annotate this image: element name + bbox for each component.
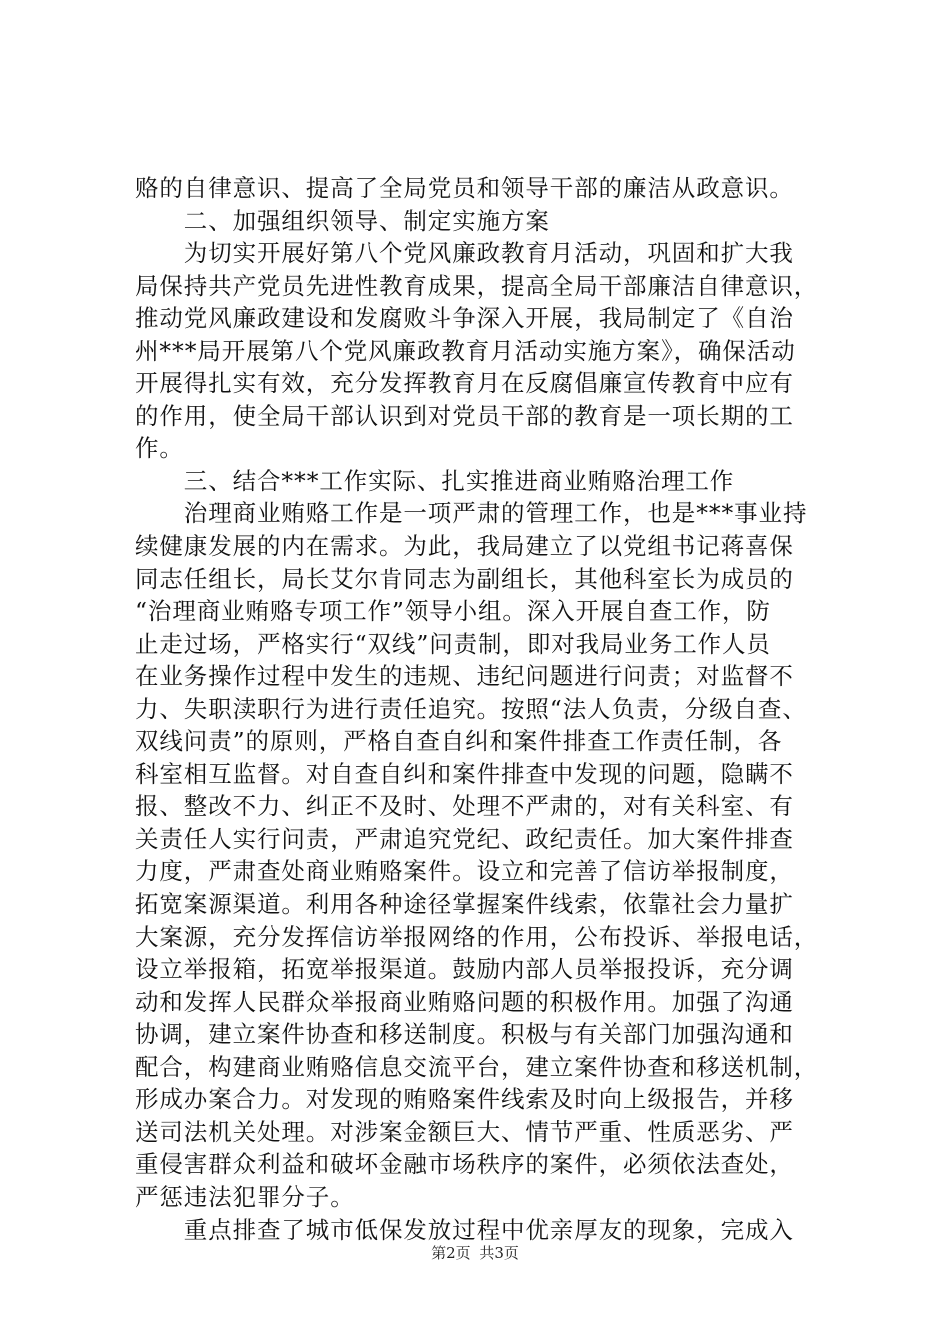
text-line: 形成办案合力。对发现的贿赂案件线索及时向上级报告，并移 <box>135 1085 794 1114</box>
text-line: 在业务操作过程中发生的违规、违纪问题进行问责；对监督不 <box>135 662 794 691</box>
text-line: 推动党风廉政建设和发腐败斗争深入开展，我局制定了《自治 <box>135 304 794 333</box>
document-body <box>135 172 855 1246</box>
text-line: 局保持共产党员先进性教育成果，提高全局干部廉洁自律意识， <box>135 271 819 300</box>
text-line: 赂的自律意识、提高了全局党员和领导干部的廉洁从政意识。 <box>135 174 794 202</box>
text-line: 关责任人实行问责，严肃追究党纪、政纪责任。加大案件排查 <box>135 824 794 853</box>
text-line: 的作用，使全局干部认识到对党员干部的教育是一项长期的工 <box>135 401 794 430</box>
text-line: 双线问责”的原则，严格自查自纠和案件排查工作责任制，各 <box>135 727 783 756</box>
text-line: 大案源，充分发挥信访举报网络的作用，公布投诉、举报电话， <box>135 922 819 951</box>
text-line: 科室相互监督。对自查自纠和案件排查中发现的问题，隐瞒不 <box>135 759 794 788</box>
page-number: 第2页 <box>431 1244 471 1262</box>
page-total: 共3页 <box>479 1244 519 1262</box>
text-line: 协调，建立案件协查和移送制度。积极与有关部门加强沟通和 <box>135 1020 794 1049</box>
text-line: 续健康发展的内在需求。为此，我局建立了以党组书记蒋喜保 <box>135 532 794 561</box>
text-line: 二、加强组织领导、制定实施方案 <box>135 206 550 235</box>
text-line: 报、整改不力、纠正不及时、处理不严肃的，对有关科室、有 <box>135 792 794 821</box>
text-line: 设立举报箱，拓宽举报渠道。鼓励内部人员举报投诉，充分调 <box>135 955 794 984</box>
text-line: 重侵害群众利益和破坏金融市场秩序的案件，必须依法查处， <box>135 1150 794 1179</box>
text-line: 重点排查了城市低保发放过程中优亲厚友的现象，完成入 <box>135 1215 794 1244</box>
text-line: 力度，严肃查处商业贿赂案件。设立和完善了信访举报制度， <box>135 857 794 886</box>
text-line: 开展得扎实有效，充分发挥教育月在反腐倡廉宣传教育中应有 <box>135 369 794 398</box>
text-line: 拓宽案源渠道。利用各种途径掌握案件线索，依靠社会力量扩 <box>135 890 794 919</box>
text-line: 力、失职渎职行为进行责任追究。按照“法人负责，分级自查、 <box>135 694 807 723</box>
text-line: 同志任组长，局长艾尔肯同志为副组长，其他科室长为成员的 <box>135 564 794 593</box>
text-line: 为切实开展好第八个党风廉政教育月活动，巩固和扩大我 <box>135 239 794 268</box>
text-line: 严惩违法犯罪分子。 <box>135 1182 355 1211</box>
text-line: 作。 <box>135 434 184 463</box>
text-line: 送司法机关处理。对涉案金额巨大、情节严重、性质恶劣、严 <box>135 1117 794 1146</box>
text-line: 州***局开展第八个党风廉政教育月活动实施方案》，确保活动 <box>135 336 796 365</box>
text-line: 三、结合***工作实际、扎实推进商业贿赂治理工作 <box>135 466 735 495</box>
text-line: 动和发挥人民群众举报商业贿赂问题的积极作用。加强了沟通 <box>135 987 794 1016</box>
text-line: 配合，构建商业贿赂信息交流平台，建立案件协查和移送机制， <box>135 1052 819 1081</box>
page-footer <box>0 1243 950 1263</box>
text-line: “治理商业贿赂专项工作”领导小组。深入开展自查工作，防 <box>135 597 771 626</box>
text-line: 止走过场，严格实行“双线”问责制，即对我局业务工作人员 <box>135 629 771 658</box>
text-line: 治理商业贿赂工作是一项严肃的管理工作，也是***事业持 <box>135 499 808 528</box>
